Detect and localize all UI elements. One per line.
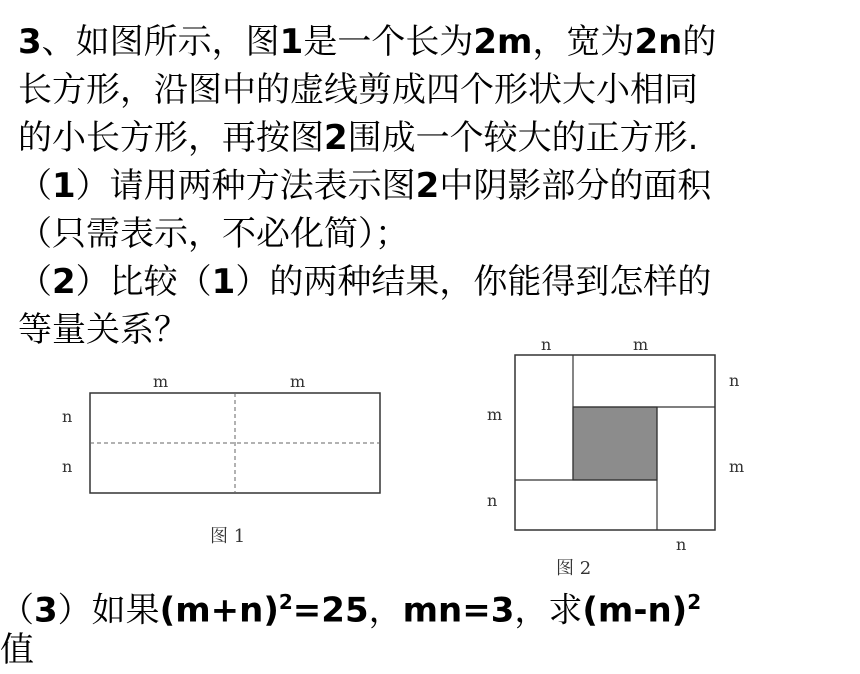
fig2-label-bottom-n: n [676, 535, 687, 554]
question-3-cut-line: 值 [0, 630, 34, 670]
fig1-label-m-left: m [153, 372, 169, 391]
figure-2 [475, 332, 765, 582]
problem-line-1: 3、如图所示，图1是一个长为2m，宽为2n的 [18, 22, 717, 62]
fig2-label-right-n: n [729, 371, 740, 390]
question-1-note: （只需表示，不必化简）； [18, 214, 409, 254]
question-3: （3）如果$(m+n)^2=25$，mn=3，求$(m-n)^2$ [0, 590, 702, 631]
fig2-label-left-n: n [487, 491, 498, 510]
fig2-label-top-n: n [541, 335, 552, 354]
figure-2-diagram [475, 332, 765, 582]
question-2: （2）比较（1）的两种结果，你能得到怎样的 [18, 262, 712, 302]
problem-line-3: 的小长方形，再按图2围成一个较大的正方形. [18, 118, 699, 158]
fig2-label-right-m: m [729, 457, 745, 476]
fig2-caption: 图 2 [556, 558, 592, 579]
figure-1-diagram [50, 360, 400, 560]
fig1-label-n-top: n [62, 407, 73, 426]
fig2-label-top-m: m [633, 335, 649, 354]
problem-line-2: 长方形，沿图中的虚线剪成四个形状大小相同 [18, 70, 698, 110]
fig1-caption: 图 1 [210, 526, 246, 547]
fig2-shaded-square [573, 407, 657, 480]
question-2-cont: 等量关系？ [18, 310, 188, 350]
figure-1 [50, 360, 400, 560]
fig2-label-left-m: m [487, 405, 503, 424]
fig1-label-n-bottom: n [62, 457, 73, 476]
problem-text [18, 18, 848, 354]
question-1: （1）请用两种方法表示图2中阴影部分的面积 [18, 166, 712, 206]
fig1-label-m-right: m [290, 372, 306, 391]
